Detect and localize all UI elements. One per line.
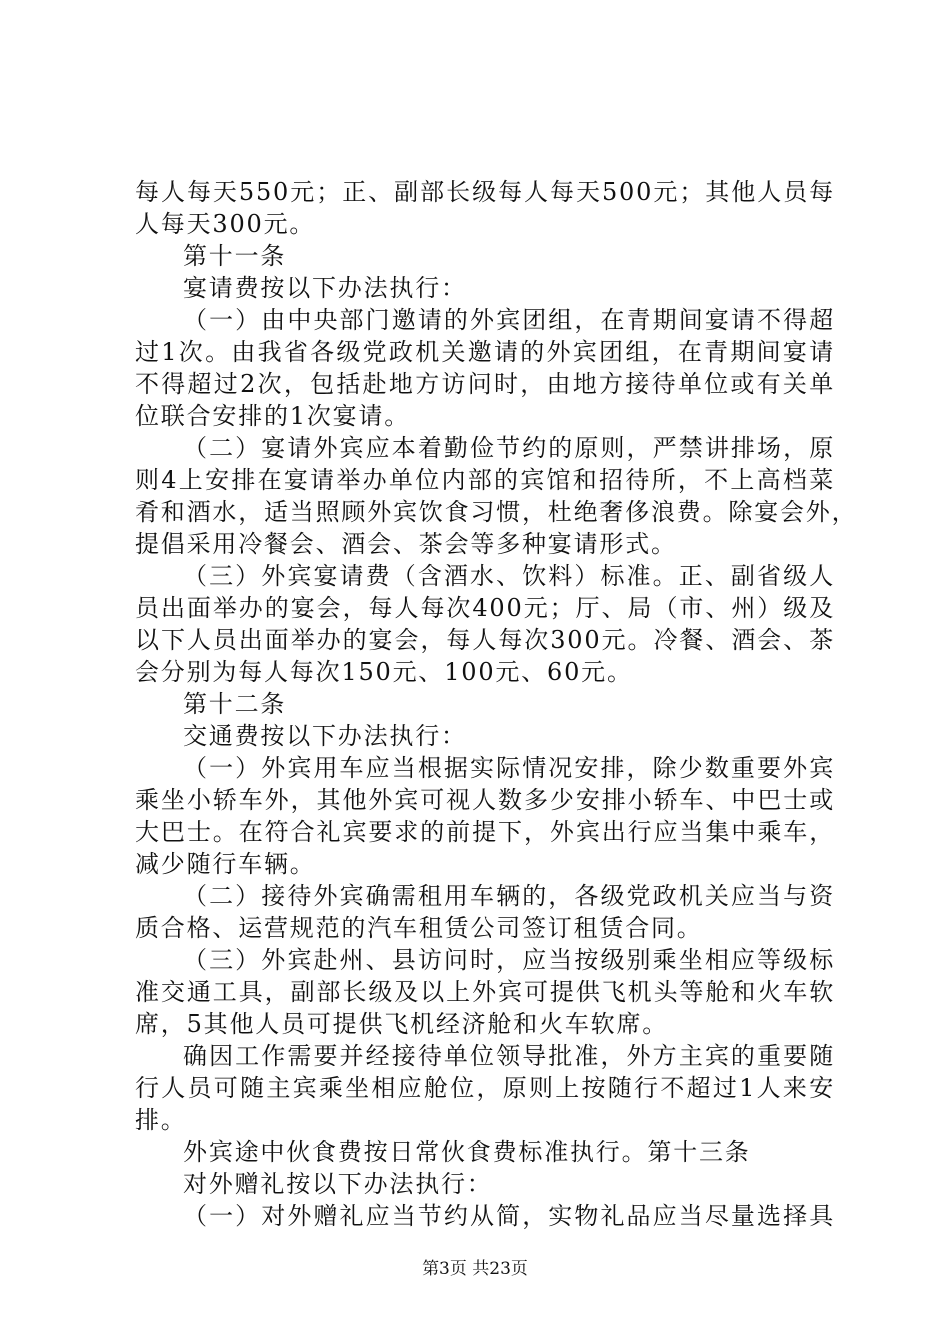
text-line: 行人员可随主宾乘坐相应舱位，原则上按随行不超过1人来安: [135, 1074, 835, 1102]
text-line: 不得超过2次，包括赴地方访问时，由地方接待单位或有关单: [135, 370, 835, 398]
text-line: （一）由中央部门邀请的外宾团组，在青期间宴请不得超: [183, 306, 835, 334]
text-line: （一）外宾用车应当根据实际情况安排，除少数重要外宾: [183, 754, 835, 782]
text-line: 宴请费按以下办法执行：: [183, 274, 467, 302]
text-line: （三）外宾宴请费（含酒水、饮料）标准。正、副省级人: [183, 562, 835, 590]
text-line: 外宾途中伙食费按日常伙食费标准执行。第十三条: [183, 1138, 751, 1166]
text-line: 交通费按以下办法执行：: [183, 722, 467, 750]
text-line: 对外赠礼按以下办法执行：: [183, 1170, 493, 1198]
text-line: 第十一条: [183, 242, 287, 270]
text-line: 确因工作需要并经接待单位领导批准，外方主宾的重要随: [183, 1042, 835, 1070]
text-line: 席，5其他人员可提供飞机经济舱和火车软席。: [135, 1010, 669, 1038]
text-line: 过1次。由我省各级党政机关邀请的外宾团组，在青期间宴请: [135, 338, 835, 366]
text-line: 乘坐小轿车外，其他外宾可视人数多少安排小轿车、中巴士或: [135, 786, 835, 814]
text-line: 提倡采用冷餐会、酒会、茶会等多种宴请形式。: [135, 530, 677, 558]
text-line: 排。: [135, 1106, 187, 1134]
text-line: 人每天300元。: [135, 210, 316, 238]
text-line: （一）对外赠礼应当节约从简，实物礼品应当尽量选择具: [183, 1202, 835, 1230]
text-line: （二）接待外宾确需租用车辆的，各级党政机关应当与资: [183, 882, 835, 910]
text-line: （三）外宾赴州、县访问时，应当按级别乘坐相应等级标: [183, 946, 835, 974]
text-line: 员出面举办的宴会，每人每次400元；厅、局（市、州）级及: [135, 594, 835, 622]
text-line: 则4上安排在宴请举办单位内部的宾馆和招待所，不上高档菜: [135, 466, 835, 494]
text-line: 减少随行车辆。: [135, 850, 316, 878]
document-body: [135, 176, 858, 1232]
text-line: 第十二条: [183, 690, 287, 718]
page-footer: 第3页 共23页: [422, 1259, 528, 1279]
text-line: 位联合安排的1次宴请。: [135, 402, 411, 430]
text-line: 以下人员出面举办的宴会，每人每次300元。冷餐、酒会、茶: [135, 626, 835, 654]
text-line: 肴和酒水，适当照顾外宾饮食习惯，杜绝奢侈浪费。除宴会外，: [135, 498, 858, 526]
text-line: 每人每天550元；正、副部长级每人每天500元；其他人员每: [135, 178, 835, 206]
text-line: 大巴士。在符合礼宾要求的前提下，外宾出行应当集中乘车，: [135, 818, 835, 846]
text-line: 会分别为每人每次150元、100元、60元。: [135, 658, 633, 686]
text-line: 准交通工具，副部长级及以上外宾可提供飞机头等舱和火车软: [135, 978, 835, 1006]
text-line: 质合格、运营规范的汽车租赁公司签订租赁合同。: [135, 914, 703, 942]
text-line: （二）宴请外宾应本着勤俭节约的原则，严禁讲排场，原: [183, 434, 835, 462]
